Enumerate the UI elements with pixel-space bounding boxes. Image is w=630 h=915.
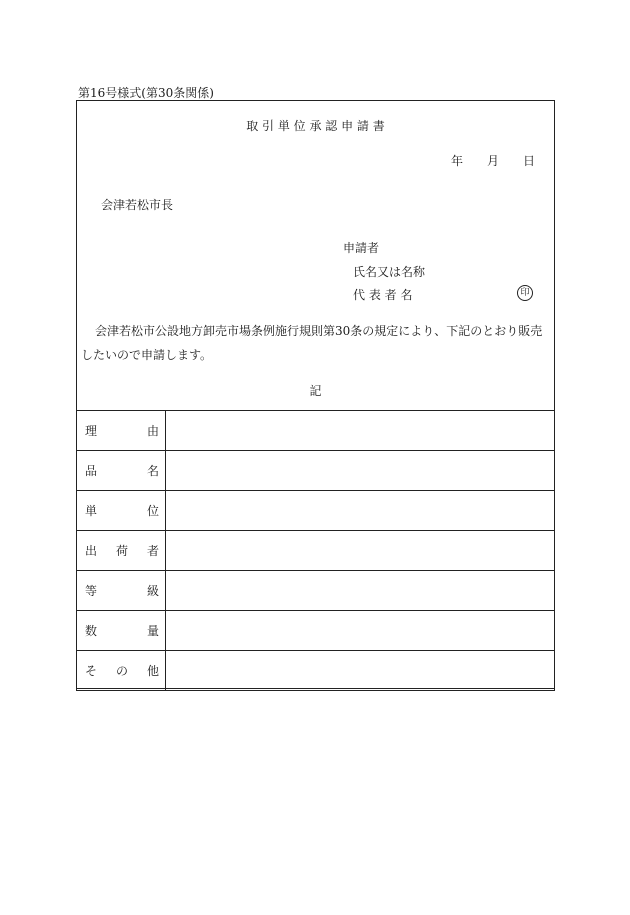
row-value-field[interactable] [166, 491, 555, 531]
row-label-char: の [115, 664, 128, 678]
row-label [77, 531, 166, 571]
detail-table [76, 410, 555, 691]
row-value-field[interactable] [166, 571, 555, 611]
row-label [77, 571, 166, 611]
row-label-char: 名 [146, 464, 159, 478]
row-label-char: 品 [85, 464, 98, 478]
row-label-char: 理 [85, 424, 98, 438]
row-label-char: 者 [146, 544, 159, 558]
application-form [76, 100, 555, 689]
table-row [77, 651, 555, 691]
row-label-char: 位 [146, 504, 159, 518]
row-label [77, 651, 166, 691]
row-label-char: 量 [146, 624, 159, 638]
row-label-char: 単 [85, 504, 98, 518]
row-label-char: 級 [146, 584, 159, 598]
seal-mark: 印 [517, 285, 533, 301]
applicant-name-label: 氏名又は名称 [353, 265, 426, 279]
row-label [77, 411, 166, 451]
addressee: 会津若松市長 [101, 198, 174, 212]
table-row [77, 411, 555, 451]
date-day-label: 日 [523, 154, 536, 168]
date-month-label: 月 [487, 154, 500, 168]
row-value-field[interactable] [166, 411, 555, 451]
row-label-char: そ [85, 664, 98, 678]
row-value-field[interactable] [166, 531, 555, 571]
request-statement: 会津若松市公設地方卸売市場条例施行規則第30条の規定により、下記のとおり販売したいので申請します。 [81, 324, 543, 362]
ki-marker: 記 [309, 384, 322, 398]
row-label [77, 611, 166, 651]
row-label [77, 451, 166, 491]
table-row [77, 531, 555, 571]
row-label-char: 出 [85, 544, 98, 558]
applicant-heading: 申請者 [343, 241, 380, 255]
row-label-char: 他 [146, 664, 159, 678]
row-label-char: 由 [146, 424, 159, 438]
row-label-char: 数 [85, 624, 98, 638]
row-label [77, 491, 166, 531]
row-value-field[interactable] [166, 451, 555, 491]
date-year-label: 年 [451, 154, 464, 168]
row-label-char: 荷 [115, 544, 128, 558]
row-value-field[interactable] [166, 611, 555, 651]
table-row [77, 451, 555, 491]
table-row [77, 491, 555, 531]
row-value-field[interactable] [166, 651, 555, 691]
form-number: 第16号様式(第30条関係) [78, 86, 214, 100]
form-title: 取 引 単 位 承 認 申 請 書 [246, 119, 385, 133]
table-row [77, 571, 555, 611]
representative-label: 代 表 者 名 [353, 288, 413, 302]
row-label-char: 等 [85, 584, 98, 598]
table-row [77, 611, 555, 651]
